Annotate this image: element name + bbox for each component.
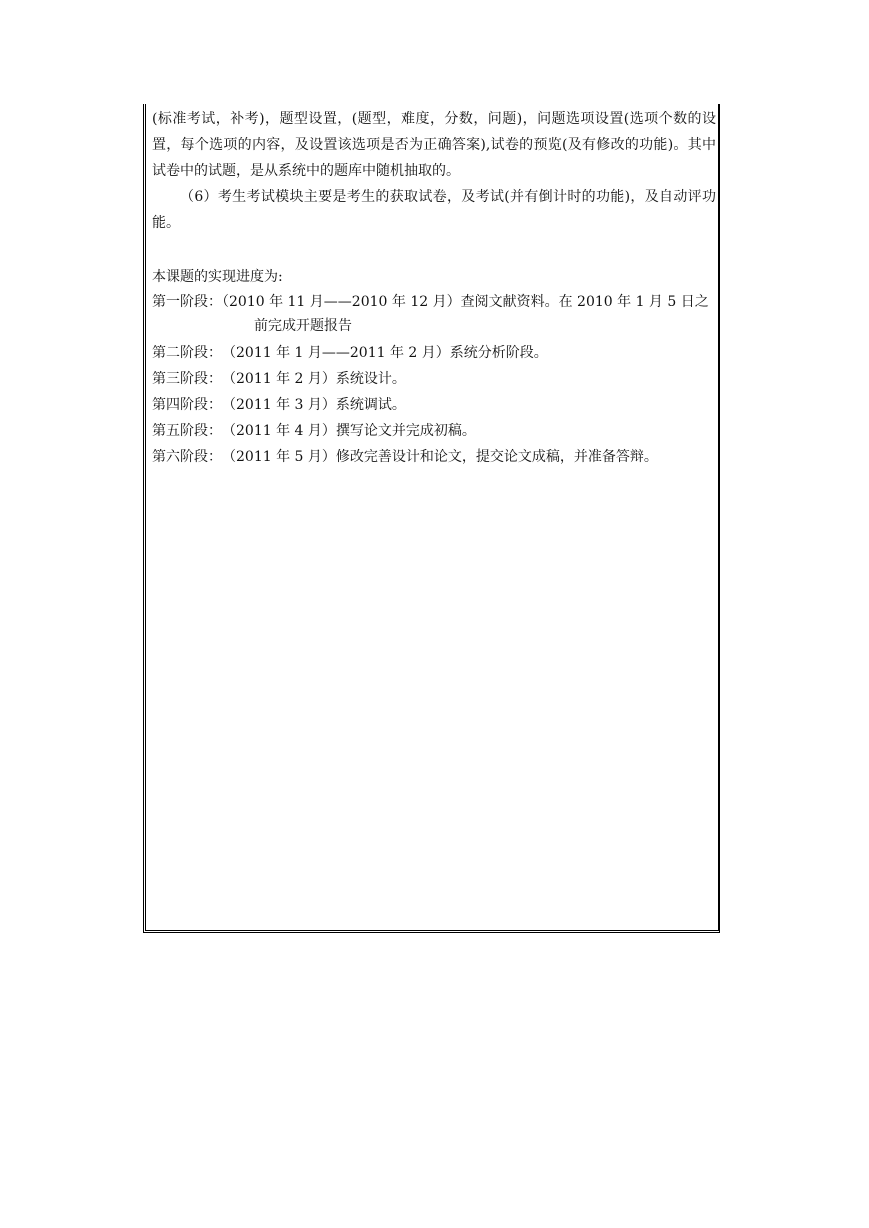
- stage-text: （2011 年 3 月）系统调试。: [222, 397, 406, 413]
- stage-label: 第二阶段：: [152, 345, 222, 361]
- stage-label: 第五阶段：: [152, 423, 222, 439]
- stage-6: [152, 444, 716, 470]
- stage-text: （2011 年 2 月）系统设计。: [222, 371, 406, 387]
- stage-label: 第四阶段：: [152, 397, 222, 413]
- stage-text: （2010 年 11 月——2010 年 12 月）查阅文献资料。在 2010 年 1 月 5 日之前完成开题报告: [222, 294, 709, 334]
- stage-label: 第三阶段：: [152, 371, 222, 387]
- module-6-paragraph: （6）考生考试模块主要是考生的获取试卷，及考试(并有倒计时的功能)，及自动评功能。: [152, 189, 716, 231]
- stage-2: [152, 340, 716, 366]
- stage-text: （2011 年 4 月）撰写论文并完成初稿。: [222, 423, 476, 439]
- cell-content: [152, 106, 716, 470]
- stage-text: （2011 年 1 月——2011 年 2 月）系统分析阶段。: [222, 345, 548, 361]
- stage-4: [152, 392, 716, 418]
- continuation-paragraph: (标准考试，补考)，题型设置，(题型，难度，分数，问题)，问题选项设置(选项个数的设置，每个选项的内容，及设置该选项是否为正确答案),试卷的预览(及有修改的功能)。其中试卷中的试题，是从系统中的题库中随机抽取的。: [152, 111, 716, 179]
- progress-heading: 本课题的实现进度为:: [152, 269, 283, 285]
- stage-label: 第六阶段：: [152, 449, 222, 465]
- stage-1: [152, 290, 716, 338]
- stage-5: [152, 418, 716, 444]
- blank-line: [152, 236, 716, 264]
- stage-label: 第一阶段：: [152, 294, 222, 310]
- stage-3: [152, 366, 716, 392]
- stage-text: （2011 年 5 月）修改完善设计和论文，提交论文成稿，并准备答辩。: [222, 449, 658, 465]
